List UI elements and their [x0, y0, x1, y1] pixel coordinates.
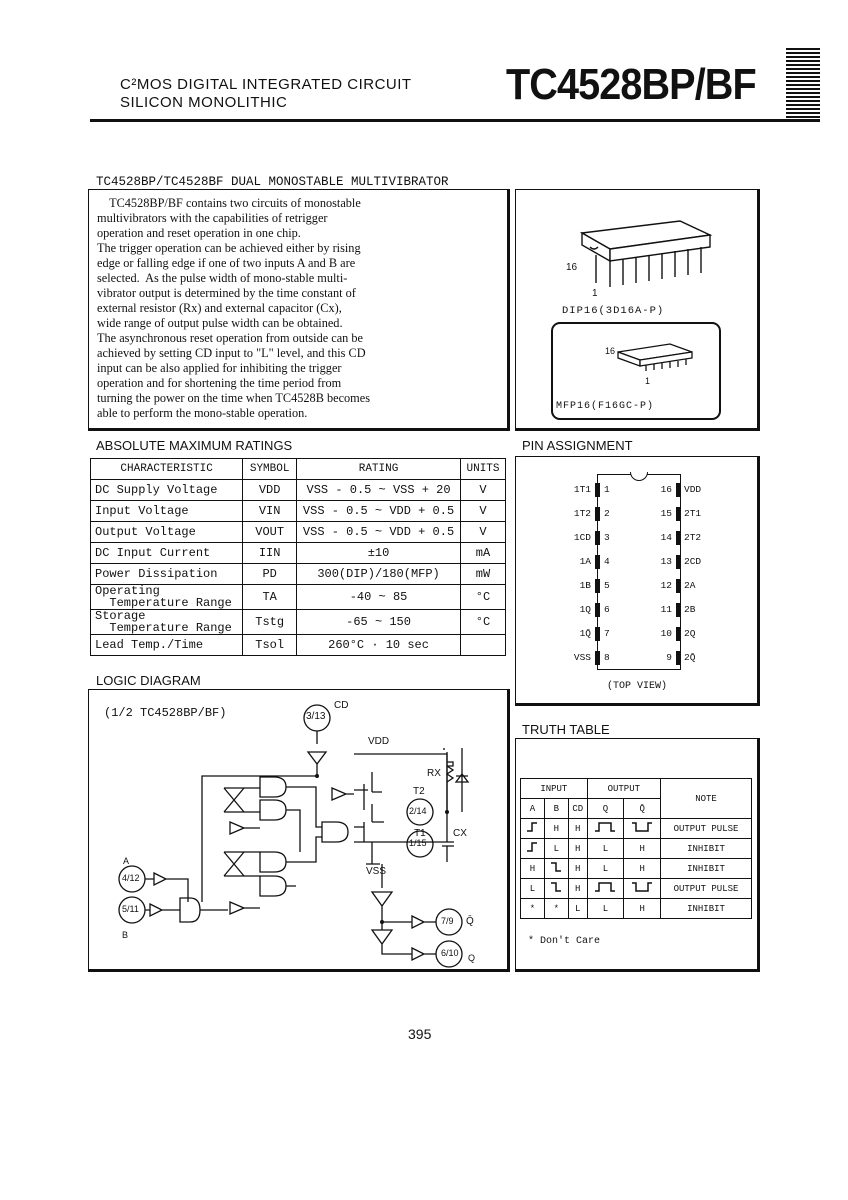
truth-cell-a: * — [521, 899, 545, 919]
ratings-row — [91, 543, 506, 564]
pin-stub — [676, 507, 681, 521]
truth-row — [521, 839, 752, 859]
rx-label: RX — [427, 768, 441, 779]
description-line: turning the power on the time when TC4528B becomes — [97, 391, 370, 405]
qbar-pin-number: 7/9 — [441, 916, 454, 926]
pin-number: 5 — [604, 580, 610, 591]
ratings-cell: PD — [243, 564, 297, 585]
pin-stub — [595, 483, 600, 497]
qbar-label: Q̄ — [466, 916, 474, 927]
truth-cell-note: OUTPUT PULSE — [661, 819, 752, 839]
pin-number: 14 — [660, 532, 672, 543]
ratings-cell: VOUT — [243, 522, 297, 543]
ratings-cell: Input Voltage — [91, 501, 243, 522]
truth-cell-note: INHIBIT — [661, 899, 752, 919]
ratings-cell: V — [461, 501, 506, 522]
mfp-pin16-label: 16 — [605, 346, 616, 356]
truth-cell-cd: H — [568, 879, 587, 899]
pin-name: 2A — [684, 580, 696, 591]
truth-cell-q: L — [587, 859, 624, 879]
description-line: edge or falling edge if one of two inputs A and B are — [97, 256, 356, 270]
pin-number: 7 — [604, 628, 610, 639]
pin-number: 3 — [604, 532, 610, 543]
truth-cell-a: L — [521, 879, 545, 899]
truth-cell-q — [587, 819, 624, 839]
truth-cell-b — [544, 859, 568, 879]
a-pin-number: 4/12 — [122, 873, 140, 883]
ratings-cell: Operating Temperature Range — [91, 585, 243, 610]
pin-name: 2CD — [684, 556, 702, 567]
truth-row — [521, 819, 752, 839]
part-number-title: TC4528BP/BF — [506, 60, 756, 109]
vdd-label: VDD — [368, 736, 390, 747]
ratings-cell: Tsol — [243, 635, 297, 656]
description-line: The trigger operation can be achieved either by rising — [97, 241, 361, 255]
pin-number: 4 — [604, 556, 610, 567]
q-label: Q — [468, 953, 476, 963]
pin-stub — [595, 651, 600, 665]
barcode-mark — [786, 48, 820, 122]
truth-cell-cd: H — [568, 839, 587, 859]
pin-stub — [595, 507, 600, 521]
truth-table — [520, 778, 752, 919]
top-view-label: (TOP VIEW) — [607, 681, 668, 692]
description-line: multivibrators with the capabilities of retrigger — [97, 211, 328, 225]
pin-name: 1B — [579, 580, 591, 591]
cd-label: CD — [334, 700, 349, 711]
description-line: wide range of output pulse width can be obtained. — [97, 316, 343, 330]
ratings-row — [91, 610, 506, 635]
pin-stub — [676, 579, 681, 593]
ratings-cell: mW — [461, 564, 506, 585]
pin-stub — [595, 555, 600, 569]
vss-label: VSS — [366, 866, 387, 877]
ratings-header-cell: SYMBOL — [243, 459, 297, 480]
truth-col-header: CD — [568, 799, 587, 819]
t1-label: T1 — [414, 828, 426, 839]
dip-pin1-label: 1 — [592, 288, 598, 299]
truth-heading: TRUTH TABLE — [522, 722, 610, 737]
pin-stub — [676, 627, 681, 641]
page-number: 395 — [408, 1026, 432, 1042]
truth-cell-q — [587, 879, 624, 899]
description-line: TC4528BP/BF contains two circuits of monostable — [97, 196, 361, 210]
t2-pin-number: 2/14 — [409, 806, 427, 816]
truth-footnote: * Don't Care — [528, 936, 601, 947]
logic-heading: LOGIC DIAGRAM — [96, 673, 201, 688]
b-pin-number: 5/11 — [122, 904, 139, 914]
pin-stub — [676, 531, 681, 545]
ratings-row — [91, 635, 506, 656]
description-line: input can be also applied for inhibiting the trigger — [97, 361, 342, 375]
pin-number: 10 — [660, 628, 672, 639]
ratings-cell: VDD — [243, 480, 297, 501]
pin-number: 15 — [660, 508, 672, 519]
pin-name: VDD — [684, 484, 702, 495]
truth-cell-qb — [624, 819, 661, 839]
pin-stub — [595, 627, 600, 641]
ratings-cell: °C — [461, 610, 506, 635]
pin-stub — [676, 483, 681, 497]
ratings-cell: °C — [461, 585, 506, 610]
dip-package-label: DIP16(3D16A-P) — [562, 305, 665, 317]
description-line: selected. As the pulse width of mono-stable multi- — [97, 271, 348, 285]
ratings-header-cell: RATING — [297, 459, 461, 480]
ratings-cell: ±10 — [297, 543, 461, 564]
description-line: The asynchronous reset operation from outside can be — [97, 331, 364, 345]
pin-stub — [595, 603, 600, 617]
ratings-cell: Power Dissipation — [91, 564, 243, 585]
pin-name: 1A — [579, 556, 591, 567]
header-line1: C²MOS DIGITAL INTEGRATED CIRCUIT — [120, 76, 412, 93]
pin-stub — [676, 603, 681, 617]
pin-number: 8 — [604, 652, 610, 663]
ratings-cell: 260°C · 10 sec — [297, 635, 461, 656]
ratings-table — [90, 458, 506, 656]
pin-name: 1T1 — [573, 484, 591, 495]
truth-row — [521, 879, 752, 899]
ratings-cell: TA — [243, 585, 297, 610]
description-line: operation and for shortening the time period from — [97, 376, 342, 390]
ratings-cell: mA — [461, 543, 506, 564]
pin-number: 16 — [660, 484, 672, 495]
ratings-cell: DC Input Current — [91, 543, 243, 564]
truth-row — [521, 859, 752, 879]
truth-cell-b: * — [544, 899, 568, 919]
pin-name: 1Q̄ — [579, 628, 591, 639]
pin-name: 1CD — [573, 532, 591, 543]
truth-cell-cd: H — [568, 859, 587, 879]
truth-col-header: Q — [587, 799, 624, 819]
description-line: able to perform the mono-stable operation. — [97, 406, 308, 420]
truth-cell-qb: H — [624, 859, 661, 879]
pin-number: 6 — [604, 604, 610, 615]
ratings-cell: -40 ~ 85 — [297, 585, 461, 610]
truth-cell-cd: L — [568, 899, 587, 919]
truth-input-header: INPUT — [521, 779, 588, 799]
pin-stub — [595, 531, 600, 545]
description-heading: TC4528BP/TC4528BF DUAL MONOSTABLE MULTIVIBRATOR — [96, 175, 449, 189]
ratings-cell: VIN — [243, 501, 297, 522]
ratings-cell: V — [461, 522, 506, 543]
ratings-cell: Lead Temp./Time — [91, 635, 243, 656]
truth-cell-qb: H — [624, 839, 661, 859]
truth-cell-q: L — [587, 839, 624, 859]
mfp-package-label: MFP16(F16GC-P) — [556, 401, 655, 412]
mfp-package-drawing — [610, 340, 710, 380]
a-label: A — [123, 856, 130, 866]
pin-name: 2B — [684, 604, 696, 615]
truth-cell-cd: H — [568, 819, 587, 839]
ratings-cell: IIN — [243, 543, 297, 564]
description-line: operation and reset operation in one chip. — [97, 226, 301, 240]
pin-number: 2 — [604, 508, 610, 519]
description-text — [97, 196, 507, 421]
ic-body — [597, 474, 681, 670]
pin-name: VSS — [573, 652, 591, 663]
ratings-cell: VSS - 0.5 ~ VDD + 0.5 — [297, 501, 461, 522]
mfp-pin1-label: 1 — [645, 376, 651, 386]
dip-package-drawing — [560, 215, 740, 295]
pin-name: 2T1 — [684, 508, 702, 519]
truth-cell-a: H — [521, 859, 545, 879]
pin-stub — [676, 555, 681, 569]
pin-name: 2Q — [684, 628, 696, 639]
pin-name: 2Q̄ — [684, 652, 696, 663]
truth-cell-b: H — [544, 819, 568, 839]
logic-subtitle: (1/2 TC4528BP/BF) — [104, 706, 227, 720]
truth-col-header: B — [544, 799, 568, 819]
b-label: B — [122, 930, 129, 940]
truth-col-header: A — [521, 799, 545, 819]
ratings-cell — [461, 635, 506, 656]
ratings-cell: DC Supply Voltage — [91, 480, 243, 501]
pin-number: 12 — [660, 580, 672, 591]
pin-assignment-heading: PIN ASSIGNMENT — [522, 438, 633, 453]
ratings-cell: VSS - 0.5 ~ VSS + 20 — [297, 480, 461, 501]
ratings-cell: 300(DIP)/180(MFP) — [297, 564, 461, 585]
truth-cell-note: OUTPUT PULSE — [661, 879, 752, 899]
truth-cell-q: L — [587, 899, 624, 919]
ratings-cell: Tstg — [243, 610, 297, 635]
pin-number: 1 — [604, 484, 610, 495]
ratings-row — [91, 501, 506, 522]
pin-name: 2T2 — [684, 532, 702, 543]
ratings-row — [91, 585, 506, 610]
truth-cell-a — [521, 819, 545, 839]
ratings-cell: VSS - 0.5 ~ VDD + 0.5 — [297, 522, 461, 543]
ratings-heading: ABSOLUTE MAXIMUM RATINGS — [96, 438, 293, 453]
truth-output-header: OUTPUT — [587, 779, 660, 799]
ratings-row — [91, 564, 506, 585]
description-line: achieved by setting CD input to "L" level, and this CD — [97, 346, 366, 360]
header-line2: SILICON MONOLITHIC — [120, 94, 288, 111]
truth-cell-a — [521, 839, 545, 859]
pin-stub — [676, 651, 681, 665]
ratings-cell: -65 ~ 150 — [297, 610, 461, 635]
ratings-cell: Output Voltage — [91, 522, 243, 543]
description-line: vibrator output is determined by the time constant of — [97, 286, 356, 300]
truth-note-header: NOTE — [661, 779, 752, 819]
pin-stub — [595, 579, 600, 593]
q-pin-number: 6/10 — [441, 948, 459, 958]
pin-name: 1T2 — [573, 508, 591, 519]
ratings-row — [91, 480, 506, 501]
dip-pin16-label: 16 — [566, 262, 578, 273]
ratings-header-cell: CHARACTERISTIC — [91, 459, 243, 480]
pin-number: 9 — [666, 652, 672, 663]
truth-cell-note: INHIBIT — [661, 839, 752, 859]
truth-cell-b: L — [544, 839, 568, 859]
logic-diagram-drawing — [92, 692, 506, 968]
cx-label: CX — [453, 828, 467, 839]
header-rule — [90, 119, 820, 122]
truth-cell-qb: H — [624, 899, 661, 919]
pin-number: 13 — [660, 556, 672, 567]
t1-pin-number: 1/15 — [409, 838, 427, 848]
pin-number: 11 — [660, 604, 672, 615]
truth-row — [521, 899, 752, 919]
truth-col-header: Q̄ — [624, 799, 661, 819]
pin-name: 1Q — [579, 604, 591, 615]
truth-cell-b — [544, 879, 568, 899]
ratings-header-cell: UNITS — [461, 459, 506, 480]
ratings-row — [91, 522, 506, 543]
cd-pin-number: 3/13 — [306, 711, 326, 722]
truth-cell-note: INHIBIT — [661, 859, 752, 879]
ratings-cell: Storage Temperature Range — [91, 610, 243, 635]
description-line: external resistor (Rx) and external capacitor (Cx), — [97, 301, 342, 315]
t2-label: T2 — [413, 786, 425, 797]
truth-cell-qb — [624, 879, 661, 899]
ratings-cell: V — [461, 480, 506, 501]
